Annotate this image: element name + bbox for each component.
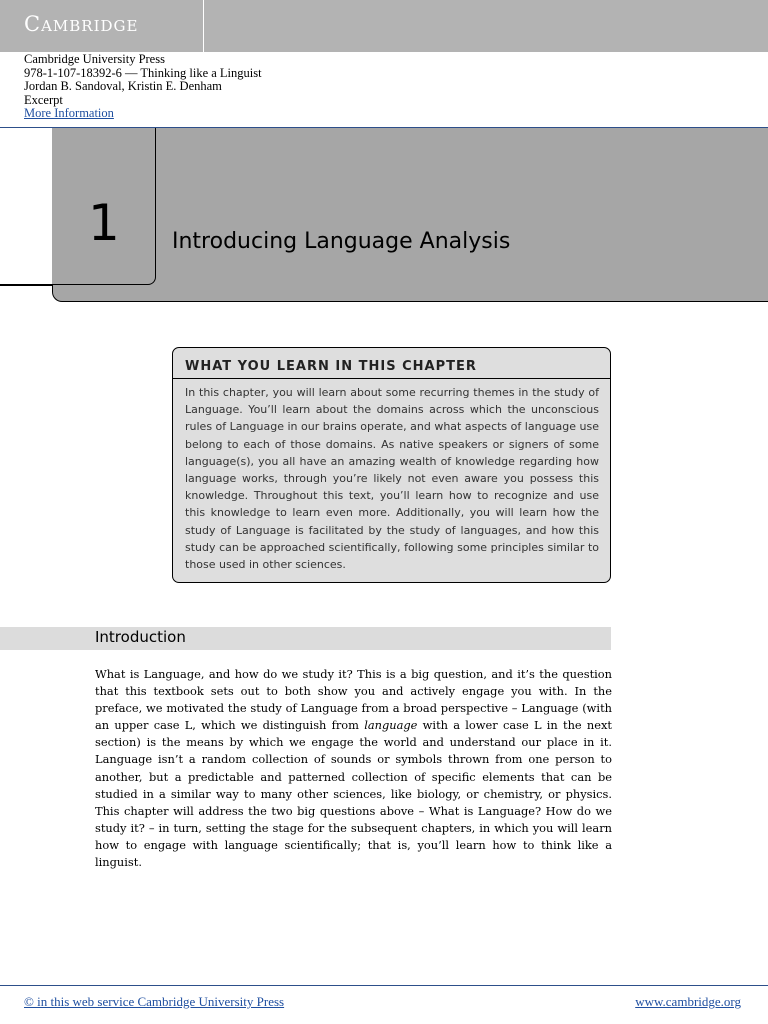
paragraph-part-1: What is Language, and how do we study it? This is a big question, and it’s the question that this textbook sets out to both show you and actively engage you with. In the preface, we motivated the study of Language from a broad perspective – Language (with an upper case L, which we distinguish from — [95, 667, 612, 733]
learn-box-text: In this chapter, you will learn about some recurring themes in the study of Language. You’ll learn about the domains across which the unconscious rules of Language in our brains operate, and what aspects of language use belong to each of those domains. As native speakers or signers of some language(s), you all have an amazing wealth of knowledge regarding how language works, through you’re likely not even aware you possess this knowledge. Throughout this text, you’ll learn how to recognize and use this knowledge to learn even more. Additionally, you will learn how the study of Language is facilitated by the study of languages, and how this study can be approached scientifically, following some principles similar to those used in other sciences. — [185, 386, 599, 572]
learn-box-heading: WHAT YOU LEARN IN THIS CHAPTER — [185, 359, 477, 374]
learn-box — [172, 347, 611, 583]
authors: Jordan B. Sandoval, Kristin E. Denham — [24, 79, 222, 93]
cambridge-logo: Cambridge — [24, 12, 139, 36]
paragraph-part-2: with a lower case L in the next section) is the means by which we engage the world and understand our place in it. Language isn’t a random collection of sounds or symbols thrown from one person to another, but a predictable and patterned collection of specific elements that can be studied in a similar way to many other sciences, like biology, or chemistry, or physics. This chapter will address the two big questions above – What is Language? How do we study it? – in turn, setting the stage for the subsequent chapters, in which you will learn how to engage with language scientifically; that is, you’ll learn how to think like a linguist. — [95, 718, 612, 870]
learn-box-header — [173, 348, 610, 379]
cambridge-site-link[interactable]: www.cambridge.org — [635, 994, 741, 1009]
excerpt-label: Excerpt — [24, 92, 63, 107]
banner-left-line — [0, 284, 53, 286]
copyright-link[interactable]: © in this web service Cambridge University Press — [24, 994, 285, 1009]
chapter-banner — [52, 128, 768, 302]
book-metadata — [24, 53, 262, 121]
chapter-title: Introducing Language Analysis — [172, 229, 511, 254]
paragraph-italic: language — [364, 718, 418, 733]
body-paragraph — [95, 666, 612, 871]
footer-rule — [0, 985, 768, 986]
logo-cell — [0, 0, 204, 52]
chapter-number: 1 — [88, 194, 120, 252]
publisher-name: Cambridge University Press — [24, 52, 165, 66]
section-heading: Introduction — [95, 628, 186, 646]
more-information-link[interactable]: More Information — [24, 106, 114, 120]
isbn-title: 978-1-107-18392-6 — Thinking like a Linguist — [24, 65, 262, 80]
section-heading-bar — [0, 627, 611, 650]
